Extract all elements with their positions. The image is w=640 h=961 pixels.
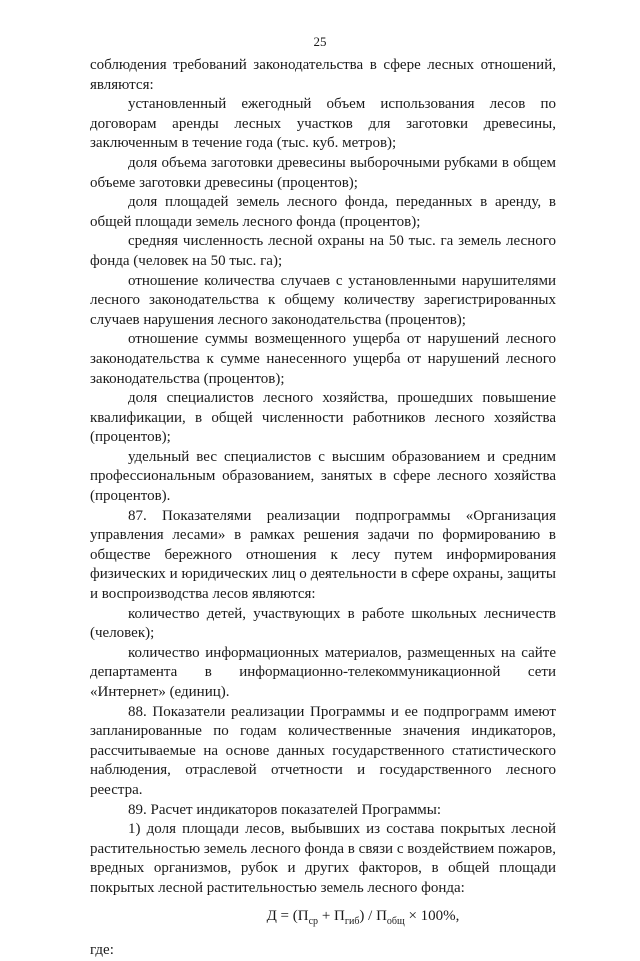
formula-subscript: ср [308, 915, 319, 927]
paragraph: 88. Показатели реализации Программы и ее подпрограмм имеют запланированные по годам количественные значения индикаторов, рассчитываемые на основе данных государственного статистического наблюдения, отраслевой отчетности и государственного лесного реестра. [90, 703, 556, 798]
paragraph: количество информационных материалов, размещенных на сайте департамента в информационно-телекоммуникационной сети «Интернет» (единиц). [90, 644, 556, 700]
paragraph: 1) доля площади лесов, выбывших из состава покрытых лесной растительностью земель лесного фонда в связи с воздействием пожаров, вредных организмов, рубок и других факторов, в общей площади покрытых лесной растительностью земель лесного фонда: [90, 821, 556, 896]
formula [90, 907, 556, 932]
paragraph: соблюдения требований законодательства в сфере лесных отношений, являются: [90, 57, 556, 93]
paragraph: доля площадей земель лесного фонда, переданных в аренду, в общей площади земель лесного фонда (процентов); [90, 194, 556, 230]
paragraph: средняя численность лесной охраны на 50 тыс. га земель лесного фонда (человек на 50 тыс. га); [90, 233, 556, 269]
paragraph: доля объема заготовки древесины выборочными рубками в общем объеме заготовки древесины (процентов); [90, 154, 556, 191]
paragraph: количество детей, участвующих в работе школьных лесничеств (человек); [90, 605, 556, 642]
formula-part: Д = (П [266, 907, 309, 924]
formula-subscript: общ [386, 915, 405, 927]
paragraph: 89. Расчет индикаторов показателей Программы: [128, 801, 442, 818]
paragraph: удельный вес специалистов с высшим образованием и средним профессиональным образованием, занятых в сфере лесного хозяйства (процентов). [90, 448, 556, 505]
paragraph: установленный ежегодный объем использования лесов по договорам аренды лесных участков для заготовки древесины, заключенным в течение года (тыс. куб. метров); [90, 96, 556, 152]
formula-part: ) / П [359, 907, 387, 924]
paragraph: доля специалистов лесного хозяйства, прошедших повышение квалификации, в общей численности работников лесного хозяйства (процентов); [90, 390, 556, 446]
paragraph: 87. Показателями реализации подпрограммы «Организация управления лесами» в рамках решения задачи по формированию в обществе бережного отношения к лесу путем информирования физических и юридических лиц о деятельности в сфере охраны, защиты и воспроизводства лесов являются: [90, 507, 556, 603]
paragraph: отношение количества случаев с установленными нарушителями лесного законодательства к общему количеству зарегистрированных случаев нарушения лесного законодательства (процентов); [90, 272, 556, 328]
formula-part: + П [318, 907, 345, 924]
document-body [90, 56, 556, 961]
page-number: 25 [313, 34, 327, 49]
where-label: где: [90, 942, 114, 959]
formula-subscript: гиб [344, 915, 360, 927]
paragraph: отношение суммы возмещенного ущерба от нарушений лесного законодательства к сумме нанесенного ущерба от нарушений лесного законодательства (процентов); [90, 331, 556, 387]
formula-part: × 100%, [404, 907, 460, 924]
